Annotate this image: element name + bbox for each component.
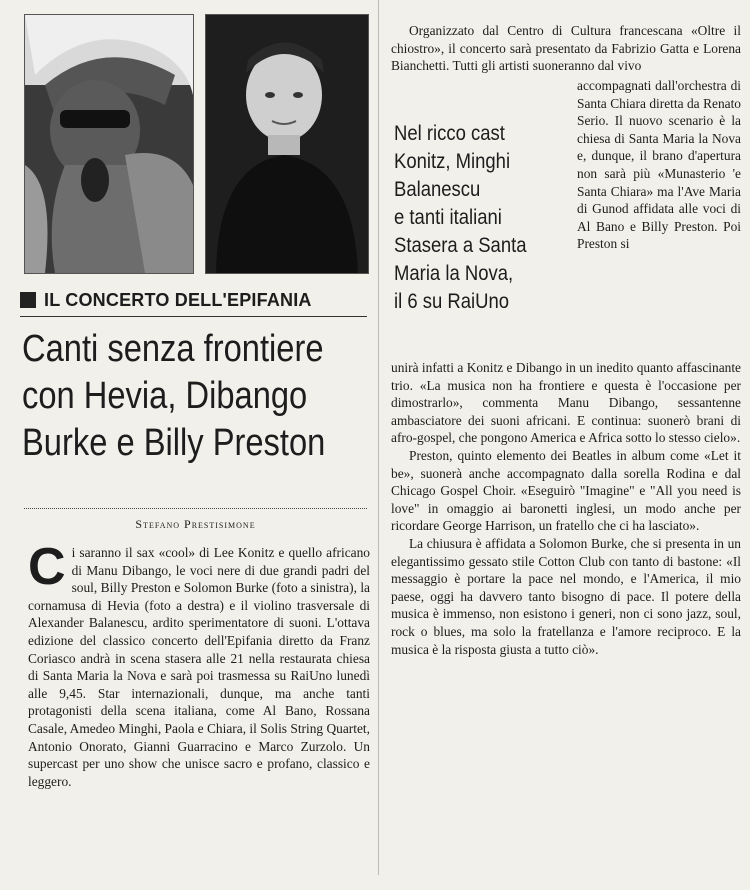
photo-right-image [206, 15, 368, 273]
article-body-left [28, 538, 370, 790]
left-column [12, 8, 370, 880]
photo-left-image [25, 15, 193, 273]
photo-solomon-burke [24, 14, 194, 274]
headline-line-1: Canti senza frontiere [22, 328, 324, 370]
paragraph-preston: Preston, quinto elemento dei Beatles in album come «Let it be», suonerà anche accompagnato dalla sorella Rodina e dal Chicago Gospel Choir. «Eseguirò "Imagine" e "All you need is love" in omaggio ai baronetti inglesi, un modo anche per ricordare George Harrison, un fratello che ci ha lasciato». [391, 447, 741, 534]
article-body-right-narrow [577, 77, 741, 253]
article-text-left: i saranno il sax «cool» di Lee Konitz e quello africano di Manu Dibango, le voci nere di due grandi padri del soul, Billy Preston e Solomon Burke (foto a sinistra), la cornamusa di Hevia (foto a destra) e il violino trasversale di Alexander Balanescu, ardito sperimentatore di suoni. L'ottava edizione del classico concerto dell'Epifania diretto da Franz Coriasco andrà in scena stasera alle 21 nella restaurata chiesa di Santa Maria la Nova e sarà poi trasmessa su RaiUno lunedì alle 9,45. Star internazionali, dunque, ma anche tanti protagonisti della scena italiana, come Al Bano, Rossana Casale, Amedeo Minghi, Paola e Chiara, il Solis String Quartet, Antonio Onorato, Gianni Guarracino e Marco Zurzolo. Un supercast per uno show che unisce sacro e profano, classico e leggero. [28, 545, 370, 789]
paragraph-burke: La chiusura è affidata a Solomon Burke, che si presenta in un elegantissimo gessato stile Cotton Club con tanto di bastone: «Il messaggio è portare la pace nel mondo, e l'America, il mio paese, oggi ha davvero tanto bisogno di pace. Il potere della musica è immenso, non esistono i generi, non ci sono jazz, soul, rock o blues, ma solo la fratellanza e l'amore reciproco. E la musica è la risposta giusta a tutto ciò». [391, 535, 741, 657]
headline-line-3: Burke e Billy Preston [22, 422, 326, 464]
pull-quote-line-2: Konitz, Minghi [394, 150, 511, 173]
pull-quote-line-1: Nel ricco cast [394, 122, 505, 145]
section-marker-icon [20, 292, 36, 308]
photo-hevia [205, 14, 369, 274]
section-rule [20, 316, 367, 317]
right-column [378, 0, 741, 875]
section-label [20, 288, 367, 312]
drop-cap: C [28, 538, 66, 596]
byline-divider [24, 508, 367, 509]
byline: Stefano Prestisimone [135, 517, 256, 531]
paragraph-orchestra: accompagnati dall'orchestra di Santa Chiara diretta da Renato Serio. Il nuovo scenario è la chiesa di Santa Maria la Nova e, dunque, il brano d'apertura non sarà più «Munasterio 'e Santa Chiara» ma l'Ave Maria di Gunod affidata alle voci di Al Bano e Billy Preston. Poi Preston si [577, 78, 741, 252]
pull-quote-line-7: il 6 su RaiUno [394, 290, 510, 313]
pull-quote-line-6: Maria la Nova, [394, 262, 514, 285]
pull-quote-line-3: Balanescu [394, 178, 481, 201]
article-body-right-main [391, 359, 741, 658]
section-label-text: IL CONCERTO DELL'EPIFANIA [44, 289, 312, 310]
pull-quote-line-5: Stasera a Santa [394, 234, 527, 257]
paragraph-organizer: Organizzato dal Centro di Cultura francescana «Oltre il chiostro», il concerto sarà presentato da Fabrizio Gatta e Lorena Bianchetti. Tutti gli artisti suoneranno dal vivo [391, 23, 741, 74]
article-body-right-top [391, 22, 741, 75]
paragraph-trio: unirà infatti a Konitz e Dibango in un inedito quanto affascinante trio. «La musica non ha frontiere e questa è l'occasione per dimostrarlo», commenta Manu Dibango, sessantenne ambasciatore dei suoni africani. E continua: suonerò brani di afro-gospel, che pongono America e Africa sotto lo stesso cielo». [391, 360, 741, 446]
headline [22, 326, 366, 467]
pull-quote-line-4: e tanti italiani [394, 206, 502, 229]
headline-line-2: con Hevia, Dibango [22, 375, 308, 417]
pull-quote [394, 120, 544, 316]
